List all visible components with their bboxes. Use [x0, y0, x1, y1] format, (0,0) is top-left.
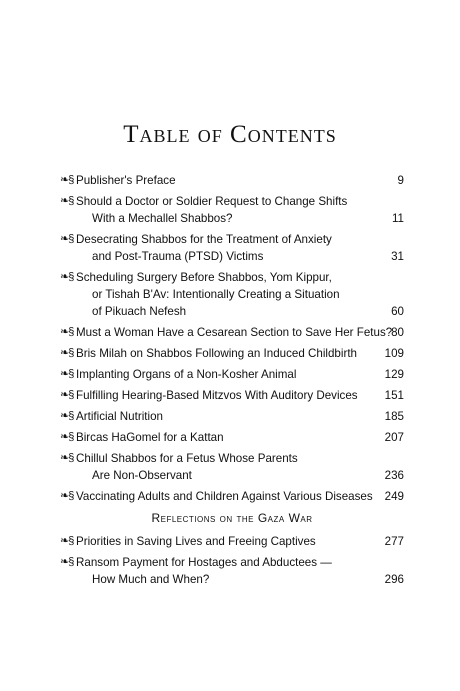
fleuron-section-icon: ❧§ — [60, 556, 74, 568]
toc-entry[interactable] — [60, 366, 404, 383]
toc-entry-title: Vaccinating Adults and Children Against Various Diseases — [76, 490, 373, 503]
fleuron-section-icon: ❧§ — [60, 347, 74, 359]
toc-page-number: 185 — [384, 410, 404, 423]
toc-entry[interactable] — [60, 554, 404, 588]
toc-entry[interactable] — [60, 269, 404, 320]
toc-gaza-entries — [60, 533, 404, 588]
toc-list — [60, 172, 404, 592]
toc-entry-title: Artificial Nutrition — [76, 410, 163, 423]
toc-page-number: 60 — [391, 305, 404, 318]
toc-entry[interactable] — [60, 193, 404, 227]
toc-entry-title-continued: How Much and When? — [92, 573, 210, 586]
fleuron-section-icon: ❧§ — [60, 410, 74, 422]
page-title: Table of Contents — [123, 121, 337, 148]
toc-page-number: 11 — [391, 212, 404, 225]
toc-page-number: 277 — [384, 535, 404, 548]
toc-entry[interactable] — [60, 429, 404, 446]
toc-page-number: 151 — [384, 389, 404, 402]
toc-entry-title: Must a Woman Have a Cesarean Section to Save Her Fetus? — [76, 326, 393, 339]
toc-entry-title: Chillul Shabbos for a Fetus Whose Parents — [76, 452, 298, 465]
fleuron-section-icon: ❧§ — [60, 233, 74, 245]
toc-entry-title: Bris Milah on Shabbos Following an Induced Childbirth — [76, 347, 357, 360]
fleuron-section-icon: ❧§ — [60, 452, 74, 464]
toc-page-number: 249 — [384, 490, 404, 503]
toc-entry[interactable] — [60, 408, 404, 425]
fleuron-section-icon: ❧§ — [60, 535, 74, 547]
toc-page-number: 207 — [384, 431, 404, 444]
toc-entry-title-continued: Are Non-Observant — [92, 469, 192, 482]
toc-entry-title-continued: of Pikuach Nefesh — [92, 305, 187, 318]
fleuron-section-icon: ❧§ — [60, 490, 74, 502]
toc-entry[interactable] — [60, 231, 404, 265]
fleuron-section-icon: ❧§ — [60, 368, 74, 380]
toc-entry-title: Publisher's Preface — [76, 174, 176, 187]
fleuron-section-icon: ❧§ — [60, 174, 74, 186]
toc-entry[interactable] — [60, 172, 404, 189]
toc-entry-title: Desecrating Shabbos for the Treatment of Anxiety — [76, 233, 332, 246]
toc-main-entries — [60, 172, 404, 505]
toc-page-number: 109 — [384, 347, 404, 360]
fleuron-section-icon: ❧§ — [60, 326, 74, 338]
toc-entry-title: Ransom Payment for Hostages and Abductees — — [76, 556, 332, 569]
fleuron-section-icon: ❧§ — [60, 389, 74, 401]
section-heading: Reflections on the Gaza War — [151, 511, 313, 525]
toc-entry-title-continued: With a Mechallel Shabbos? — [92, 212, 233, 225]
toc-entry[interactable] — [60, 324, 404, 341]
toc-page-number: 80 — [391, 326, 404, 339]
toc-entry[interactable] — [60, 450, 404, 484]
toc-page-number: 129 — [384, 368, 404, 381]
toc-entry-title: Priorities in Saving Lives and Freeing Captives — [76, 535, 316, 548]
toc-entry-title: Scheduling Surgery Before Shabbos, Yom Kippur, — [76, 271, 332, 284]
toc-page-number: 296 — [384, 573, 404, 586]
toc-entry[interactable] — [60, 345, 404, 362]
toc-entry-title-continued: or Tishah B'Av: Intentionally Creating a Situation — [92, 288, 340, 301]
toc-page-number: 236 — [384, 469, 404, 482]
toc-entry-title: Implanting Organs of a Non-Kosher Animal — [76, 368, 297, 381]
toc-page-number: 31 — [391, 250, 404, 263]
toc-entry-title: Bircas HaGomel for a Kattan — [76, 431, 224, 444]
toc-entry-title: Fulfilling Hearing-Based Mitzvos With Auditory Devices — [76, 389, 358, 402]
toc-entry-title-continued: and Post-Trauma (PTSD) Victims — [92, 250, 264, 263]
toc-entry[interactable] — [60, 387, 404, 404]
fleuron-section-icon: ❧§ — [60, 271, 74, 283]
toc-page-number: 9 — [397, 174, 404, 187]
toc-entry[interactable] — [60, 488, 404, 505]
toc-entry-title: Should a Doctor or Soldier Request to Change Shifts — [76, 195, 348, 208]
fleuron-section-icon: ❧§ — [60, 195, 74, 207]
toc-entry[interactable] — [60, 533, 404, 550]
fleuron-section-icon: ❧§ — [60, 431, 74, 443]
